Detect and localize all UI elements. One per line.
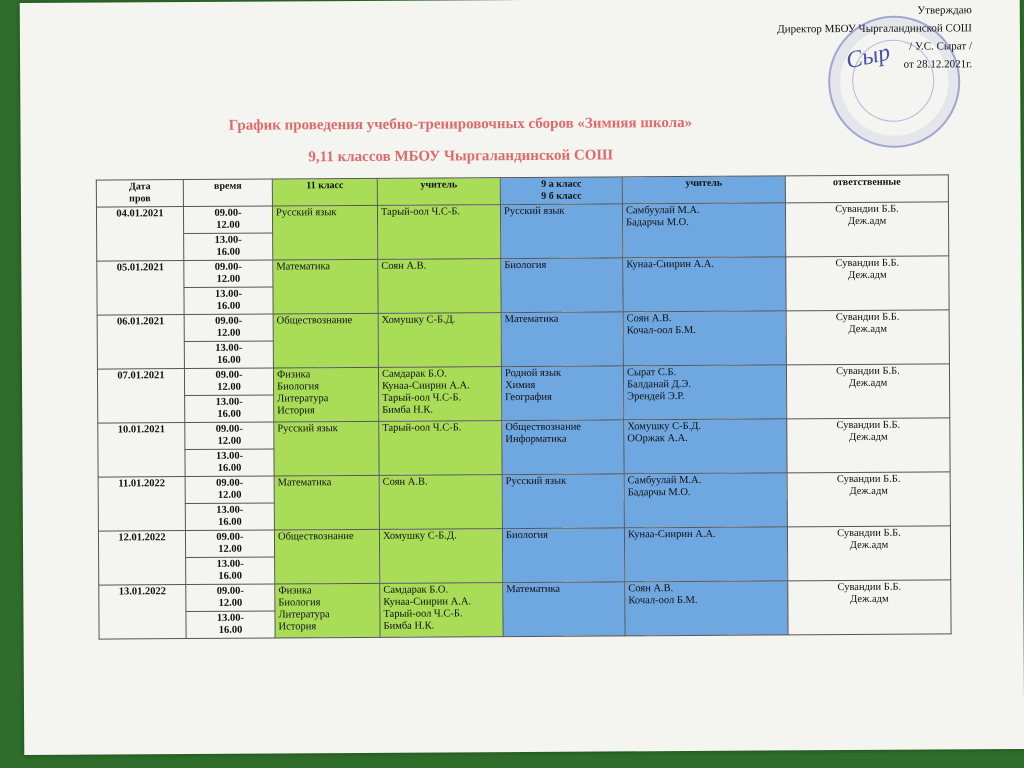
date-cell: 10.01.2021 [98,423,185,478]
responsible-cell: Сувандии Б.Б. Деж.адм [785,202,948,257]
header-date: Дата пров [96,180,183,208]
subject-9-cell: Русский язык [500,204,622,259]
date-cell: 04.01.2021 [96,207,183,262]
header-class9: 9 а класс 9 б класс [500,177,622,205]
subject-11-cell: Математика [274,475,379,530]
table-row [97,310,949,342]
header-teacher9: учитель [622,176,785,204]
approval-position: Директор МБОУ Чыргаландинской СОШ [777,22,972,36]
header-time: время [183,179,272,207]
responsible-cell: Сувандии Б.Б. Деж.адм [786,310,949,365]
subject-11-cell: Физика Биология Литература История [275,583,380,638]
teacher-9-cell: Соян А.В. Кочал-оол Б.М. [625,581,788,636]
document-title: График проведения учебно-тренировочных сборов «Зимняя школа» [228,114,693,134]
date-cell: 11.01.2022 [98,477,185,532]
time-cell: 13.00- 16.00 [184,233,273,261]
teacher-11-cell: Хомушку С-Б.Д. [378,313,501,368]
time-cell: 09.00- 12.00 [184,260,273,288]
teacher-11-cell: Самдарак Б.О. Кунаа-Сиирин А.А. Тарый-оол Ч.С-Б. Бимба Н.К. [378,367,501,422]
date-cell: 07.01.2021 [97,369,184,424]
time-cell: 09.00- 12.00 [184,368,273,396]
responsible-cell: Сувандии Б.Б. Деж.адм [787,472,950,527]
subject-9-cell: Биология [502,528,624,583]
subject-9-cell: Обществознание Информатика [502,420,624,475]
responsible-cell: Сувандии Б.Б. Деж.адм [787,418,950,473]
time-cell: 09.00- 12.00 [185,422,274,450]
subject-11-cell: Математика [273,259,378,314]
table-row [99,580,951,612]
table-row [96,202,948,234]
subject-11-cell: Русский язык [272,205,377,260]
teacher-11-cell: Соян А.В. [378,259,501,314]
document-page [20,0,1024,755]
responsible-cell: Сувандии Б.Б. Деж.адм [786,256,949,311]
time-cell: 09.00- 12.00 [186,584,275,612]
time-cell: 09.00- 12.00 [185,476,274,504]
subject-11-cell: Обществознание [274,529,379,584]
subject-9-cell: Русский язык [502,474,624,529]
header-teacher11: учитель [377,178,500,206]
time-cell: 13.00- 16.00 [185,503,274,531]
date-cell: 13.01.2022 [99,585,186,640]
approval-word: Утверждаю [917,4,972,17]
subject-9-cell: Родной язык Химия География [501,366,623,421]
responsible-cell: Сувандии Б.Б. Деж.адм [788,580,951,635]
teacher-11-cell: Тарый-оол Ч.С-Б. [377,205,500,260]
teacher-9-cell: Кунаа-Сиирин А.А. [623,257,786,312]
subject-11-cell: Обществознание [273,313,378,368]
teacher-11-cell: Самдарак Б.О. Кунаа-Сиирин А.А. Тарый-оол Ч.С-Б. Бимба Н.К. [380,583,503,638]
date-cell: 06.01.2021 [97,315,184,370]
time-cell: 13.00- 16.00 [185,395,274,423]
time-cell: 13.00- 16.00 [184,341,273,369]
schedule-table [96,174,952,639]
teacher-11-cell: Соян А.В. [379,475,502,530]
subject-9-cell: Биология [501,258,623,313]
teacher-9-cell: Сырат С.Б. Балданай Д.Э. Эрендей Э.Р. [623,365,786,420]
teacher-9-cell: Соян А.В. Кочал-оол Б.М. [623,311,786,366]
header-class11: 11 класс [272,178,377,206]
document-subtitle: 9,11 классов МБОУ Чыргаландинской СОШ [308,147,613,166]
responsible-cell: Сувандии Б.Б. Деж.адм [786,364,949,419]
responsible-cell: Сувандии Б.Б. Деж.адм [787,526,950,581]
teacher-9-cell: Хомушку С-Б.Д. ООржак А.А. [624,419,787,474]
table-row [98,526,950,558]
table-row [97,256,949,288]
subject-9-cell: Математика [503,582,625,637]
time-cell: 13.00- 16.00 [186,611,275,639]
header-responsible: ответственные [785,175,948,203]
table-row [97,364,949,396]
handwritten-signature: Сыр [843,39,893,75]
official-seal [828,15,961,148]
teacher-9-cell: Самбуулай М.А. Бадарчы М.О. [622,203,785,258]
time-cell: 13.00- 16.00 [184,287,273,315]
table-row [98,418,950,450]
date-cell: 12.01.2022 [98,531,185,586]
approval-date: от 28.12.2021г. [903,58,973,71]
time-cell: 13.00- 16.00 [186,557,275,585]
time-cell: 13.00- 16.00 [185,449,274,477]
teacher-9-cell: Самбуулай М.А. Бадарчы М.О. [624,473,787,528]
approval-name: / У.С. Сырат / [909,40,973,53]
subject-9-cell: Математика [501,312,623,367]
subject-11-cell: Физика Биология Литература История [273,367,378,422]
table-row [98,472,950,504]
teacher-11-cell: Хомушку С-Б.Д. [379,529,502,584]
teacher-11-cell: Тарый-оол Ч.С-Б. [379,421,502,476]
time-cell: 09.00- 12.00 [183,206,272,234]
teacher-9-cell: Кунаа-Сиирин А.А. [624,527,787,582]
time-cell: 09.00- 12.00 [185,530,274,558]
subject-11-cell: Русский язык [274,421,379,476]
time-cell: 09.00- 12.00 [184,314,273,342]
date-cell: 05.01.2021 [97,261,184,316]
